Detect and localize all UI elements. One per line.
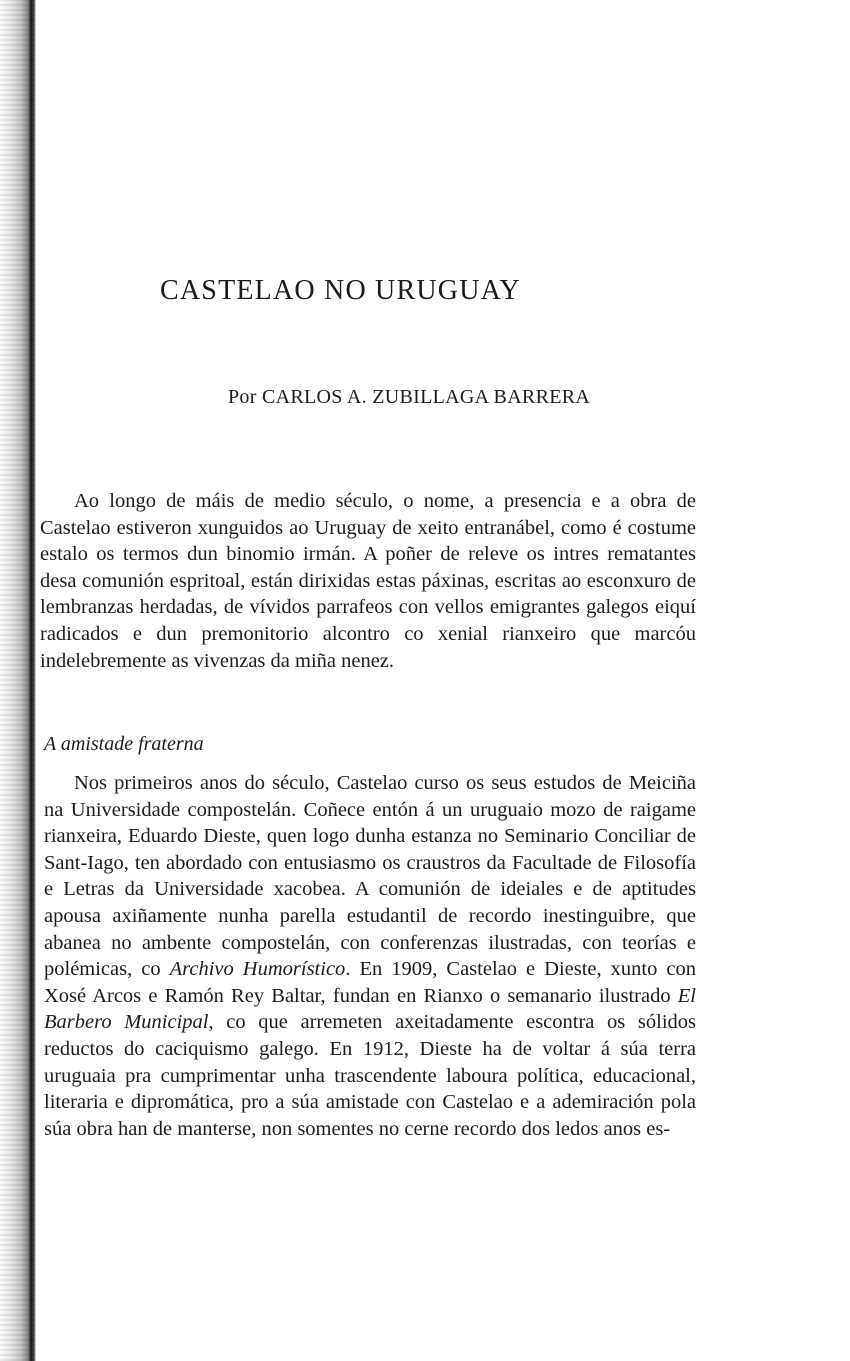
article-title: CASTELAO NO URUGUAY — [160, 275, 521, 306]
body-text-part2: . En 1909, Castelao e Dieste, xunto con Xosé Arcos e Ramón Rey Baltar, fundan en Rianxo o semanario ilustrado — [44, 958, 696, 1007]
section-heading: A amistade fraterna — [44, 733, 204, 755]
body-text-part3: , co que arremeten axeitadamente escontra os sólidos reductos do caciquismo galego. En 1912, Dieste ha de voltar á súa terra uruguaia pra cumprimentar unha trascendente laboura política, educacional, literaria e dipromática, pro a súa amistade con Castelao e a ademiración pola súa obra han de manterse, non somentes no cerne recordo dos ledos anos es- — [44, 1011, 697, 1140]
article-byline: Por CARLOS A. ZUBILLAGA BARRERA — [228, 386, 591, 408]
intro-paragraph: Ao longo de máis de medio século, o nome, a presencia e a obra de Castelao estiveron xunguidos ao Uruguay de xeito entranábel, como é costume estalo os termos dun binomio irmán. A poñer de releve os intres rematantes desa comunión espritoal, están dirixidas estas páxinas, escritas ao esconxuro de lembranzas herdadas, de vívidos parrafeos con vellos emigrantes galegos eiquí radicados e dun premonitorio alcontro co xenial rianxeiro que marcóu indelebremente as vivenzas da miña nenez. — [40, 490, 696, 672]
body-text-part1: Nos primeiros anos do século, Castelao curso os seus estudos de Meiciña na Universidade compostelán. Coñece entón á un uruguaio mozo de raigame rianxeira, Eduardo Dieste, quen logo dunha estanza no Seminario Conciliar de Sant-Iago, ten abordado con entusiasmo os craustros da Facultade de Filosofía e Letras da Universidade xacobea. A comunión de ideiales e de aptitudes apousa axiñamente nunha parella estudantil de recordo inestinguibre, que abanea no ambente compostelán, con conferenzas ilustradas, con teorías e polémicas, co — [44, 772, 696, 981]
body-paragraph — [44, 770, 696, 1142]
body-italic-barbero: El Barbero Municipal — [44, 984, 696, 1034]
body-italic-archivo: Archivo Humorístico — [169, 958, 346, 981]
